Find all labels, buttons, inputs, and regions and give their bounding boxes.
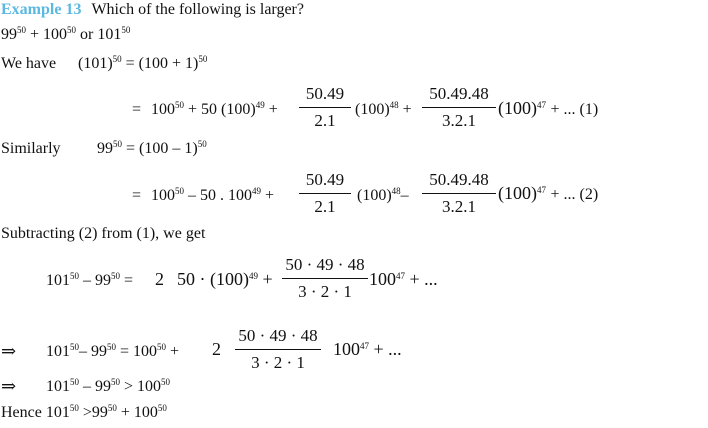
step-3-line: $101^{50} - 99^{50} > 100^{50}$ <box>46 377 171 395</box>
example-label: Example 13 <box>1 1 82 18</box>
question-text: Which of the following is larger? <box>91 1 304 18</box>
expansion-1-mid: $(100)^{48}$ + <box>355 100 412 118</box>
we-have-label: We have <box>1 55 57 72</box>
we-have-equation: $(101)^{50} = (100 + 1)^{50}$ <box>78 54 208 72</box>
similarly-equation: $99^{50} = (100 - 1)^{50}$ <box>97 139 207 157</box>
step-1-coefficient: 2 <box>155 269 164 289</box>
example-heading <box>1 1 304 19</box>
step-1-inner: $50 \cdot (100)^{49}$ + <box>177 269 273 289</box>
implies-arrow-2: ⇒ <box>1 376 17 396</box>
conclusion-line: Hence $101^{50} >99^{50} + 100^{50}$ <box>1 403 167 421</box>
expansion-1-left: = $100^{50} + 50$ $(100)^{49}$ + <box>132 100 278 118</box>
fraction-2a: 50.49 2.1 <box>299 170 351 217</box>
fraction-1b: 50.49.48 3.2.1 <box>422 84 496 131</box>
step-1-right: $100^{47}$ + ... <box>369 269 438 289</box>
expansion-2-right: $(100)^{47}$ + ... (2) <box>498 183 599 203</box>
similarly-label: Similarly <box>1 140 61 157</box>
fraction-step-1: 50 · 49 · 48 3 · 2 · 1 <box>282 255 368 302</box>
step-2-right: $100^{47}$ + ... <box>333 339 402 359</box>
expansion-2-mid: $(100)^{48}-$ <box>357 186 409 204</box>
we-have-line <box>1 55 56 73</box>
fraction-step-2: 50 · 49 · 48 3 · 2 · 1 <box>235 326 321 373</box>
fraction-2b: 50.49.48 3.2.1 <box>422 170 496 217</box>
subtracting-line: Subtracting (2) from (1), we get <box>1 225 206 242</box>
implies-arrow-1: ⇒ <box>1 341 17 361</box>
fraction-1a: 50.49 2.1 <box>299 84 351 131</box>
step-2-left: $101^{50}-$ $99^{50} = 100^{50}$ + <box>46 342 184 360</box>
step-1-left: $101^{50} - 99^{50}$ = <box>46 271 138 289</box>
expansion-2-left: = $100^{50} - 50$ . $100^{49}$ + <box>132 186 275 204</box>
step-2-coefficient: 2 <box>212 339 221 359</box>
choices-line: $99^{50} + 100^{50}$ or $101^{50}$ <box>1 25 131 43</box>
expansion-1-right: $(100)^{47}$ + ... (1) <box>498 98 599 118</box>
